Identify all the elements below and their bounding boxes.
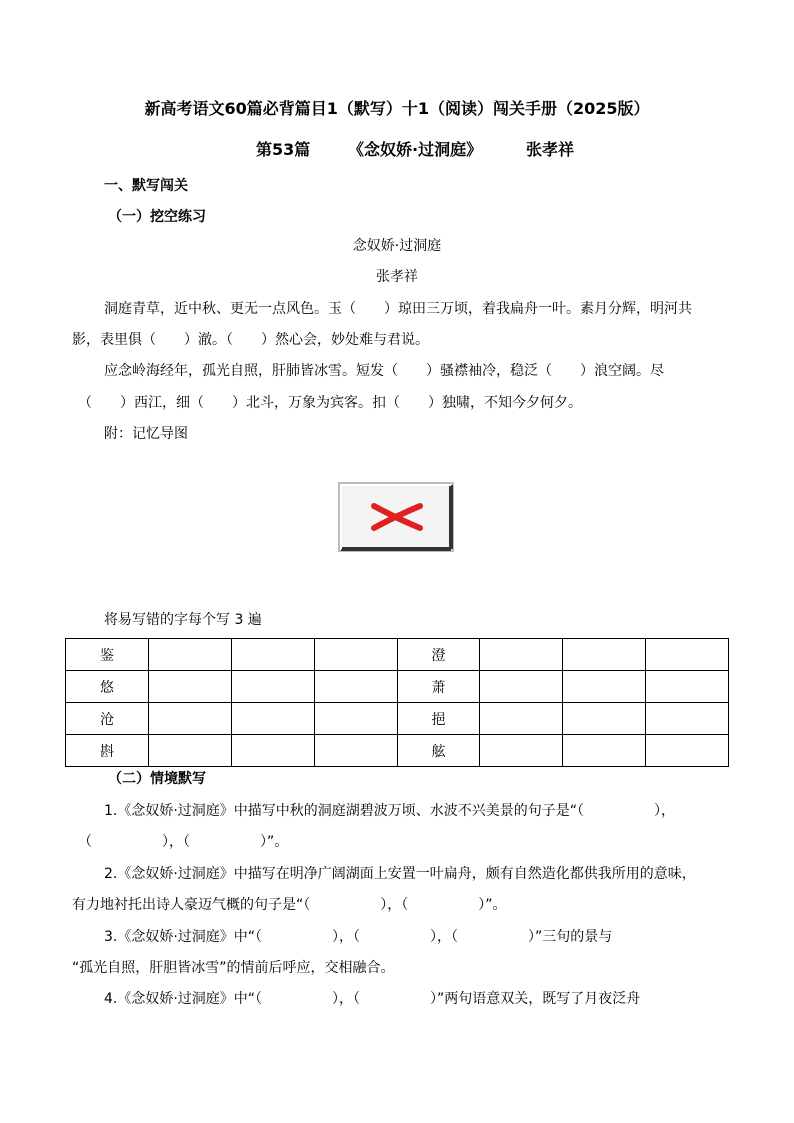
question-3-cont: “孤光自照，肝胆皆冰雪”的情前后呼应，交相融合。 bbox=[72, 960, 395, 976]
question-1: 1.《念奴娇·过洞庭》中描写中秋的洞庭湖碧波万顷、水波不兴美景的句子是“（ ）， bbox=[104, 803, 676, 819]
grid-char: 澄 bbox=[397, 639, 480, 671]
poem-title: 念奴娇·过洞庭 bbox=[352, 238, 442, 254]
writing-cell[interactable] bbox=[148, 639, 231, 671]
writing-cell[interactable] bbox=[646, 671, 729, 703]
writing-cell[interactable] bbox=[148, 735, 231, 767]
broken-image-icon bbox=[338, 482, 454, 552]
poem-line: 影，表里俱（ ）澈。（ ）然心会，妙处难与君说。 bbox=[72, 332, 429, 348]
poem-author-heading: 张孝祥 bbox=[526, 140, 575, 159]
writing-cell[interactable] bbox=[231, 671, 314, 703]
grid-char: 斟 bbox=[66, 735, 149, 767]
table-row bbox=[66, 703, 729, 735]
writing-cell[interactable] bbox=[646, 735, 729, 767]
writing-cell[interactable] bbox=[314, 639, 397, 671]
subsection-heading: （一）挖空练习 bbox=[108, 209, 206, 225]
copy-instruction: 将易写错的字每个写 3 遍 bbox=[104, 612, 262, 628]
poem-line: 应念岭海经年，孤光自照，肝肺皆冰雪。短发（ ）骚襟袖冷，稳泛（ ）浪空阔。尽 bbox=[104, 363, 664, 379]
writing-cell[interactable] bbox=[231, 639, 314, 671]
writing-cell[interactable] bbox=[563, 639, 646, 671]
question-2: 2.《念奴娇·过洞庭》中描写在明净广阔湖面上安置一叶扁舟，颇有自然造化都供我所用的意味， bbox=[104, 866, 696, 882]
writing-cell[interactable] bbox=[480, 639, 563, 671]
chapter-number: 第53篇 bbox=[256, 140, 311, 159]
poem-line: 洞庭青草，近中秋、更无一点风色。玉（ ）琼田三万顷，着我扁舟一叶。素月分辉，明河共 bbox=[104, 301, 692, 317]
question-1-cont: （ ），（ ）”。 bbox=[78, 834, 289, 850]
section-heading: 一、默写闯关 bbox=[104, 178, 188, 194]
writing-grid bbox=[65, 638, 729, 767]
writing-cell[interactable] bbox=[231, 703, 314, 735]
question-2-cont: 有力地衬托出诗人豪迈气概的句子是“（ ），（ ）”。 bbox=[72, 897, 507, 913]
writing-cell[interactable] bbox=[646, 703, 729, 735]
writing-cell[interactable] bbox=[563, 671, 646, 703]
writing-cell[interactable] bbox=[148, 671, 231, 703]
question-3: 3.《念奴娇·过洞庭》中“（ ），（ ），（ ）”三句的景与 bbox=[104, 929, 613, 945]
table-row bbox=[66, 639, 729, 671]
writing-cell[interactable] bbox=[314, 735, 397, 767]
poem-title-heading: 《念奴娇·过洞庭》 bbox=[348, 140, 483, 159]
writing-cell[interactable] bbox=[148, 703, 231, 735]
grid-char: 沧 bbox=[66, 703, 149, 735]
writing-cell[interactable] bbox=[314, 671, 397, 703]
writing-cell[interactable] bbox=[231, 735, 314, 767]
writing-cell[interactable] bbox=[480, 735, 563, 767]
memory-map-label: 附：记忆导图 bbox=[104, 426, 188, 442]
grid-char: 舷 bbox=[397, 735, 480, 767]
table-row bbox=[66, 671, 729, 703]
writing-cell[interactable] bbox=[563, 703, 646, 735]
poem-author: 张孝祥 bbox=[376, 269, 418, 285]
writing-cell[interactable] bbox=[480, 703, 563, 735]
writing-cell[interactable] bbox=[314, 703, 397, 735]
table-row bbox=[66, 735, 729, 767]
poem-line: （ ）西江，细（ ）北斗，万象为宾客。扣（ ）独啸，不知今夕何夕。 bbox=[78, 395, 582, 411]
question-4: 4.《念奴娇·过洞庭》中“（ ），（ ）”两句语意双关，既写了月夜泛舟 bbox=[104, 991, 641, 1007]
grid-char: 萧 bbox=[397, 671, 480, 703]
grid-char: 鉴 bbox=[66, 639, 149, 671]
document-title: 新高考语文60篇必背篇目1（默写）十1（阅读）闯关手册（2025版） bbox=[144, 99, 650, 118]
subsection-heading: （二）情境默写 bbox=[108, 771, 206, 787]
grid-char: 挹 bbox=[397, 703, 480, 735]
grid-char: 悠 bbox=[66, 671, 149, 703]
writing-cell[interactable] bbox=[563, 735, 646, 767]
writing-cell[interactable] bbox=[646, 639, 729, 671]
writing-cell[interactable] bbox=[480, 671, 563, 703]
